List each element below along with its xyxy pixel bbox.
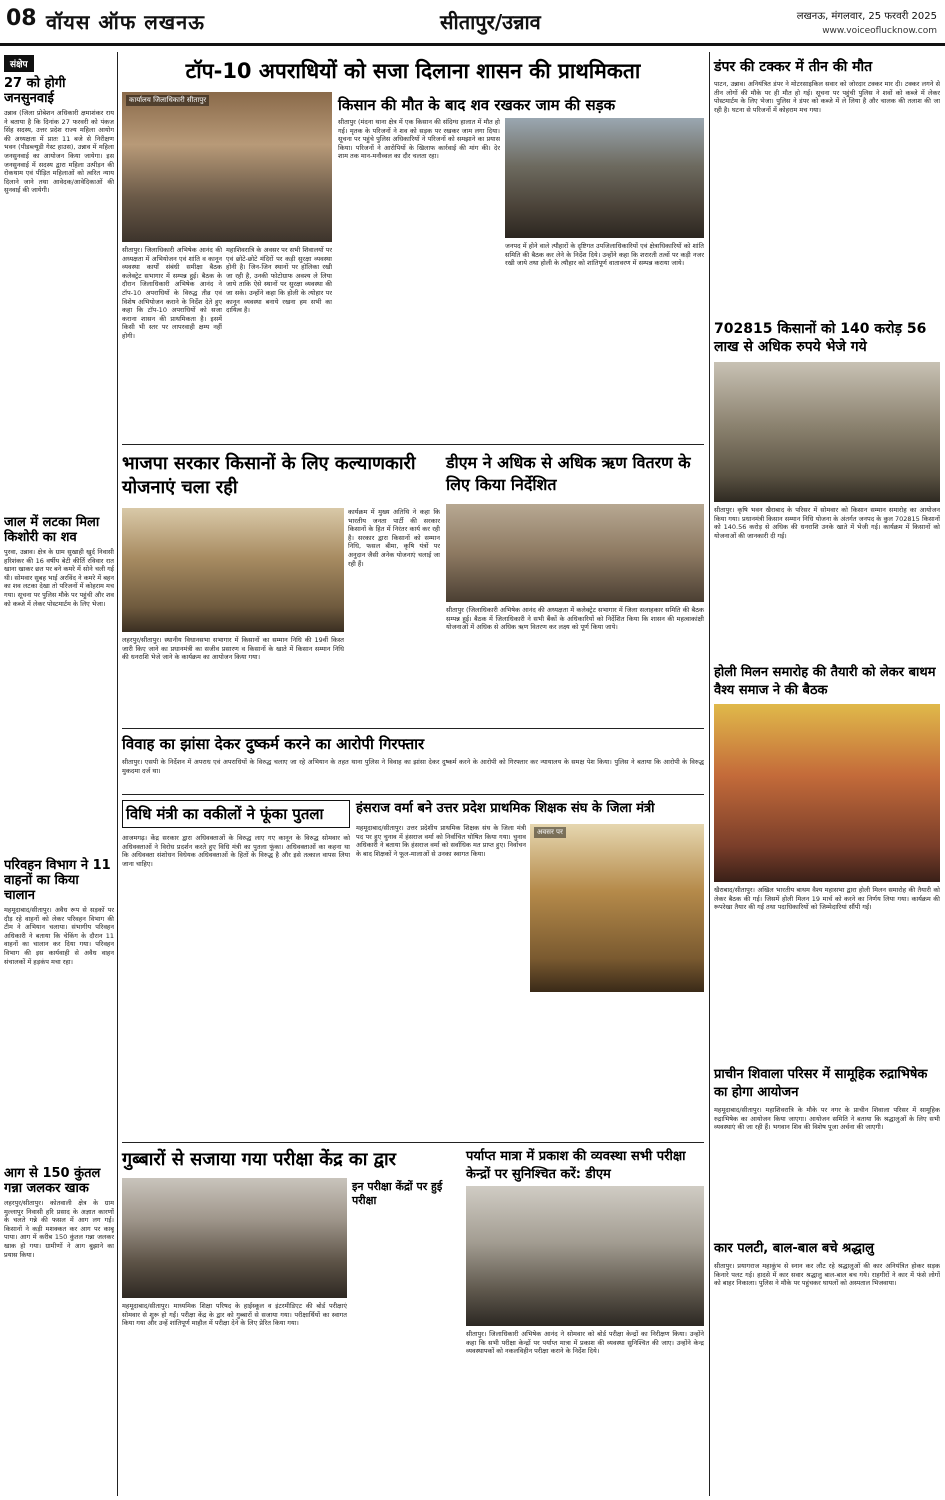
brief-4-body: लहरपुर/सीतापुर। कोतवाली क्षेत्र के ग्राम मुल्लापुर निवासी हरि प्रसाद के अज्ञात कारणों के चलते गन्ने की फसल में आग लग गई। किसानों ने कड़ी मशक्कत कर आग पर काबू पाया। आग में करीब 150 कुंतल गन्ना जलकर खाक हो गया। ग्रामीणों ने आग बुझाने का प्रयास किया। xyxy=(4,1199,114,1259)
credit-meeting-photo xyxy=(446,504,704,602)
website-url: www.voiceoflucknow.com xyxy=(822,26,937,36)
holi-meeting-photo xyxy=(714,704,940,882)
road-blockade-photo xyxy=(505,118,704,238)
farmer-story-headline: किसान की मौत के बाद शव रखकर जाम की सड़क xyxy=(338,96,616,114)
lawyers-story-headline: विधि मंत्री का वकीलों ने फूंका पुतला xyxy=(122,800,350,828)
paper-name: वॉयस ऑफ लखनऊ xyxy=(46,10,205,34)
top-story-body-a: सीतापुर। जिलाधिकारी अभिषेक आनंद की अध्यक्षता में अभियोजन एवं शांति व कानून व्यवस्था कार्यों संबंधी समीक्षा बैठक कलेक्ट्रेट सभागार में सम्पन्न हुई। बैठक के दौरान जिलाधिकारी अभिषेक आनंद ने टॉप-10 अपराधियों के विरुद्ध तीव्र एवं विशेष अभियोजन कराने के निर्देश देते हुए कहा कि टॉप-10 अपराधियों को सजा कराना शासन की प्राथमिकता है। इसमें किसी भी स्तर पर लापरवाही क्षम्य नहीं होगी। xyxy=(122,246,222,340)
brief-column xyxy=(4,52,114,1496)
top-story-body-b: महाशिवरात्रि के अवसर पर सभी शिवालयों पर एवं छोटे-छोटे मंदिरों पर कड़ी सुरक्षा व्यवस्था होनी है। जिन-जिन स्थानों पर होलिका रखी जा रही है, उनकी फोटोग्राफ अवश्य ले लिया जाये ताकि ऐसे स्थानों पर सुरक्षा व्यवस्था की जा सके। उन्होंने कहा कि होली के त्योहार पर कानून व्यवस्था बनाये रखना हम सभी का दायित्व है। xyxy=(226,246,332,315)
dm-inspection-photo xyxy=(466,1186,704,1326)
bjp-story-body-b: कार्यक्रम में मुख्य अतिथि ने कहा कि भारतीय जनता पार्टी की सरकार किसानों के हित में निरंतर कार्य कर रही है। सरकार द्वारा किसानों को सम्मान निधि, फसल बीमा, कृषि यंत्रों पर अनुदान जैसी अनेक योजनाएं चलाई जा रही हैं। xyxy=(348,508,440,568)
credit-story-body: सीतापुर (जिलाधिकारी अभिषेक आनंद की अध्यक्षता में कलेक्ट्रेट सभागार में जिला सलाहकार समिति की बैठक सम्पन्न हुई। बैठक में जिलाधिकारी ने सभी बैंकों के अधिकारियों को निर्देशित किया कि शासन की महत्वाकांक्षी योजनाओं में अधिक से अधिक ऋण वितरण कर लक्ष्य को पूर्ण किया जाये। xyxy=(446,606,704,632)
car-accident-headline: कार पलटी, बाल-बाल बचे श्रद्धालु xyxy=(714,1241,874,1256)
brief-label: संक्षेप xyxy=(4,55,34,72)
teachers-story-body: महमूदाबाद/सीतापुर। उत्तर प्रदेशीय प्राथमिक शिक्षक संघ के जिला मंत्री पद पर हुए चुनाव में हंसराज वर्मा को निर्वाचित घोषित किया गया। चुनाव अधिकारी ने बताया कि हंसराज वर्मा को सर्वाधिक मत प्राप्त हुए। निर्वाचन के बाद शिक्षकों ने फूल-मालाओं से उनका स्वागत किया। xyxy=(356,824,526,858)
brief-1-headline: 27 को होगी जनसुनवाई xyxy=(4,76,66,106)
farmers-fund-body: सीतापुर। कृषि भवन खैराबाद के परिसर में सोमवार को किसान सम्मान समारोह का आयोजन किया गया। प्रधानमंत्री किसान सम्मान निधि योजना के अंतर्गत जनपद के कुल 702815 किसानों को 140.56 करोड़ से अधिक की धनराशि उनके खाते में भेजी गई। कार्यक्रम में किसानों को योजनाओं की जानकारी दी गई। xyxy=(714,506,940,540)
farmers-honour-photo xyxy=(714,362,940,502)
top-story-headline: टॉप-10 अपराधियों को सजा दिलाना शासन की प्राथमिकता xyxy=(185,59,641,83)
brief-4-headline: आग से 150 कुंतल गन्ना जलकर खाक xyxy=(4,1166,101,1196)
divider xyxy=(122,728,704,729)
holi-meeting-headline: होली मिलन समारोह की तैयारी को लेकर बाथम वैश्य समाज ने की बैठक xyxy=(714,665,936,698)
car-accident-body: सीतापुर। प्रयागराज महाकुंभ से स्नान कर लौट रहे श्रद्धालुओं की कार अनियंत्रित होकर सड़क किनारे पलट गई। हादसे में कार सवार श्रद्धालु बाल-बाल बच गये। राहगीरों ने कार में फंसे लोगों को बाहर निकाला। पुलिस ने मौके पर पहुंचकर घायलों को अस्पताल भिजवाया। xyxy=(714,1262,940,1288)
dm-meeting-photo xyxy=(122,92,332,242)
divider xyxy=(122,794,704,795)
dumper-story-headline: डंपर की टक्कर में तीन की मौत xyxy=(714,59,873,75)
divider xyxy=(122,1142,704,1143)
light-story-body: सीतापुर। जिलाधिकारी अभिषेक आनंद ने सोमवार को बोर्ड परीक्षा केन्द्रों का निरीक्षण किया। उन्होंने कहा कि सभी परीक्षा केन्द्रों पर पर्याप्त मात्रा में प्रकाश की व्यवस्था सुनिश्चित की जाए। उन्होंने केन्द्र व्यवस्थापकों को नकलविहीन परीक्षा कराने के निर्देश दिये। xyxy=(466,1330,704,1356)
farmers-meeting-photo xyxy=(122,508,344,632)
light-story-headline: पर्याप्त मात्रा में प्रकाश की व्यवस्था सभी परीक्षा केन्द्रों पर सुनिश्चित करें: डीएम xyxy=(466,1149,686,1182)
bjp-story-headline: भाजपा सरकार किसानों के लिए कल्याणकारी योजनाएं चला रही xyxy=(122,453,416,498)
photo-label: अवसर पर xyxy=(534,827,566,838)
edition-label: सीतापुर/उन्नाव xyxy=(440,10,541,34)
bjp-story-body-a: लहरपुर/सीतापुर। स्थानीय विधानसभा सभागार में किसानों का सम्मान निधि की 19वीं किस्त जारी किए जाने का प्रधानमंत्री का सजीव प्रसारण व किसानों के खाते में किसान सम्मान निधि की धनराशि भेजे जाने के कार्यक्रम का आयोजन किया गया। xyxy=(122,636,344,662)
lawyers-story-body: आजमगढ़। केंद्र सरकार द्वारा अधिवक्ताओं के विरुद्ध लाए गए कानून के विरुद्ध सोमवार को अधिवक्ताओं ने विरोध प्रदर्शन करते हुए विधि मंत्री का पुतला फूंका। अधिवक्ताओं का कहना था कि अधिवक्ता संशोधन विधेयक अधिवक्ताओं के हितों के विरुद्ध है और इसे तत्काल वापस लिया जाना चाहिए। xyxy=(122,834,350,868)
masthead xyxy=(0,0,945,46)
brief-2-headline: जाल में लटका मिला किशोरी का शव xyxy=(4,515,100,545)
divider xyxy=(117,52,118,1496)
brief-3-headline: परिवहन विभाग ने 11 वाहनों का किया चालान xyxy=(4,858,111,903)
fraud-story-headline: विवाह का झांसा देकर दुष्कर्म करने का आरोपी गिरफ्तार xyxy=(122,735,425,753)
divider xyxy=(122,444,704,445)
photo-label: कार्यालय जिलाधिकारी सीतापुर xyxy=(126,95,209,106)
brief-2-body: पुरवा, उन्नाव। क्षेत्र के ग्राम सुखाही खुर्द निवासी हरिशंकर की 16 वर्षीय बेटी कीर्ति रविवार रात खाना खाकर छत पर बने कमरे में सोने चली गई थी। सोमवार सुबह भाई अरविंद ने कमरे में बहन का शव लटका देखा तो परिजनों में कोहराम मच गया। सूचना पर पुलिस मौके पर पहुंची और शव को कब्जे में लेकर पोस्टमार्टम के लिए भेजा। xyxy=(4,548,114,608)
holi-meeting-body: खैराबाद/सीतापुर। अखिल भारतीय बाथम वैश्य महासभा द्वारा होली मिलन समारोह की तैयारी को लेकर बैठक की गई। जिसमें होली मिलन 19 मार्च को करने का निर्णय लिया गया। कार्यक्रम की रूपरेखा तैयार की गई तथा पदाधिकारियों को जिम्मेदारियां सौंपी गईं। xyxy=(714,886,940,912)
divider xyxy=(709,52,710,1496)
dumper-story-body: पाटन, उन्नाव। अनियंत्रित डंपर ने मोटरसाइकिल सवार को जोरदार टक्कर मार दी। टक्कर लगने से तीन लोगों की मौके पर ही मौत हो गई। सूचना पर पहुंची पुलिस ने शवों को कब्जे में लेकर पोस्टमार्टम के लिए भेजा। पुलिस ने डंपर को कब्जे में ले लिया है और चालक की तलाश की जा रही है। घटना से परिजनों में कोहराम मच गया। xyxy=(714,80,940,114)
brief-3-body: महमूदाबाद/सीतापुर। अवैध रूप से सड़कों पर दौड़ रहे वाहनों को लेकर परिवहन विभाग की टीम ने अभियान चलाया। संभागीय परिवहन अधिकारी ने बताया कि चेकिंग के दौरान 11 वाहनों का चालान कर दिया गया। परिवहन विभाग की इस कार्यवाही से अवैध वाहन संचालकों में हड़कंप मचा रहा। xyxy=(4,906,114,966)
credit-story-headline: डीएम ने अधिक से अधिक ऋण वितरण के लिए किया निर्देशित xyxy=(446,453,691,494)
exam-story-headline: गुब्बारों से सजाया गया परीक्षा केंद्र का द्वार xyxy=(122,1149,397,1170)
farmer-story-body: सीतापुर (मंदना थाना क्षेत्र में एक किसान की संदिग्ध हालात में मौत हो गई। मृतक के परिजनों ने शव को सड़क पर रखकर जाम लगा दिया। सूचना पर पहुंचे पुलिस अधिकारियों ने परिजनों को समझाने का प्रयास किया। परिजनों ने आरोपियों के खिलाफ कार्रवाई की मांग की। देर शाम तक मान-मनौव्वल का दौर चलता रहा। xyxy=(338,118,500,161)
dateline: लखनऊ, मंगलवार, 25 फरवरी 2025 xyxy=(796,11,937,22)
exam-subhead: इन परीक्षा केंद्रों पर हुई परीक्षा xyxy=(352,1180,443,1207)
brief-1-body: उन्नाव (जिला प्रोबेशन अधिकारी क्षमाशंकर राय ने बताया है कि दिनांक 27 फरवरी को पंकज सिंह सदस्य, उत्तर प्रदेश राज्य महिला आयोग की अध्यक्षता में प्रातः 11 बजे से निरीक्षण भवन (पीडब्ल्यूडी गेस्ट हाउस), उन्नाव में महिला जनसुनवाई का आयोजन किया जायेगा। इस जनसुनवाई में सदस्य द्वारा महिला उत्पीड़न की रोकथाम एवं पीड़ित महिलाओं को त्वरित न्याय दिलाने जाने तथा आवेदक/आवेदिकाओं की सुनवाई की जायेगी। xyxy=(4,109,114,195)
teachers-story-headline: हंसराज वर्मा बने उत्तर प्रदेश प्राथमिक शिक्षक संघ के जिला मंत्री xyxy=(356,801,655,816)
farmers-fund-headline: 702815 किसानों को 140 करोड़ 56 लाख से अधिक रुपये भेजे गये xyxy=(714,321,927,355)
exam-centre-photo xyxy=(122,1178,347,1298)
exam-story-body: महमूदाबाद/सीतापुर। माध्यमिक शिक्षा परिषद के हाईस्कूल व इंटरमीडिएट की बोर्ड परीक्षाएं सोमवार से शुरू हो गईं। परीक्षा केंद्र के द्वार को गुब्बारों से सजाया गया। परीक्षार्थियों का स्वागत किया गया और उन्हें शांतिपूर्ण माहौल में परीक्षा देने के लिए प्रेरित किया गया। xyxy=(122,1302,347,1328)
top-story-body-c-col: जनपद में होने वाले त्यौहारों के दृष्टिगत उपजिलाधिकारियों एवं क्षेत्राधिकारियों को शांति समिति की बैठक कर लेने के निर्देश दिये। उन्होंने कहा कि शरारती तत्वों पर कड़ी नजर रखी जाये तथा होली के त्यौहार को शांतिपूर्ण वातावरण में सम्पन्न कराया जाये। xyxy=(505,242,704,268)
rudrabhishek-headline: प्राचीन शिवाला परिसर में सामूहिक रुद्राभिषेक का होगा आयोजन xyxy=(714,1067,928,1100)
page-number: 08 xyxy=(6,6,37,31)
teachers-felicitation-photo xyxy=(530,824,704,992)
fraud-story-body: सीतापुर। एसपी के निर्देशन में अपराध एवं अपराधियों के विरुद्ध चलाए जा रहे अभियान के तहत थाना पुलिस ने विवाह का झांसा देकर दुष्कर्म करने के आरोपी को गिरफ्तार कर न्यायालय के समक्ष पेश किया। पुलिस ने बताया कि आरोपी के विरुद्ध मुकदमा दर्ज था। xyxy=(122,758,704,775)
rudrabhishek-body: महमूदाबाद/सीतापुर। महाशिवरात्रि के मौके पर नगर के प्राचीन शिवाला परिसर में सामूहिक रुद्राभिषेक का आयोजन किया जाएगा। आयोजन समिति ने बताया कि श्रद्धालुओं के लिए सभी व्यवस्थाएं की जा रही हैं। भगवान शिव की विशेष पूजा अर्चना की जाएगी। xyxy=(714,1106,940,1132)
